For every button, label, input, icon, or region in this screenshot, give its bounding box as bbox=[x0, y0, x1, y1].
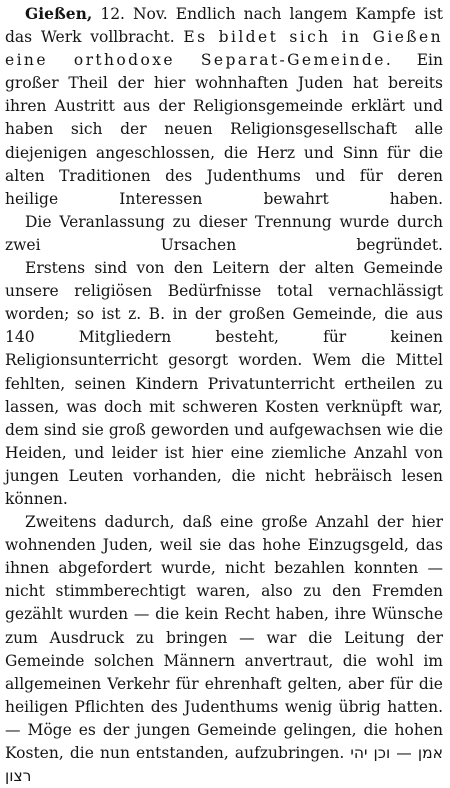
spaced-emphasis-text: Es bildet sich in Gießen eine orthodoxe Separat-Gemeinde. bbox=[5, 28, 443, 70]
article-column bbox=[5, 0, 443, 788]
article-paragraph bbox=[5, 2, 443, 211]
paragraph-text: Die Veranlassung zu dieser Trennung wurde durch zwei Ursachen begründet. bbox=[5, 212, 443, 254]
dateline-date: 12. Nov. bbox=[100, 5, 168, 23]
article-paragraph bbox=[5, 211, 443, 257]
paragraph-text: Zweitens dadurch, daß eine große Anzahl der hier wohnenden Juden, weil sie das hohe Einzugsgeld, das ihnen abgefordert wurde, nicht bezahlen konnten — nicht stimmberechtigt waren, also zu den Fremden gezählt wurden — die kein Recht haben, ihre Wünsche zum Ausdruck zu bringen — war die Leitung der Gemeinde solchen Männern anvertraut, die wohl im allgemeinen Verkehr für ehrenhaft gelten, aber für die heiligen Pflichten des Judenthums wenig übrig hatten. — Möge es der jungen Gemeinde gelingen, die hohen Kosten, die nun entstanden, aufzubringen. bbox=[5, 513, 443, 762]
paragraph-text: Ein großer Theil der hier wohnhaften Juden hat bereits ihren Austritt aus der Religionsgemeinde erklärt und haben sich der neuen Religionsgesellschaft alle diejenigen angeschlossen, die Herz und Sinn für die alten Traditionen des Judenthums und für deren heilige Interessen bewahrt haben. bbox=[5, 51, 443, 208]
paragraph-text: Erstens sind von den Leitern der alten Gemeinde unsere religiösen Bedürfnisse total vernachlässigt worden; so ist z. B. in der großen Gemeinde, die aus 140 Mitgliedern besteht, für keinen Religionsunterricht gesorgt worden. Wem die Mittel fehlten, seinen Kindern Privatunterricht ertheilen zu lassen, was doch mit schweren Kosten verknüpft war, dem sind sie groß geworden und aufgewachsen wie die Heiden, und leider ist hier eine ziemliche Anzahl von jungen Leuten vorhanden, die nicht hebräisch lesen können. bbox=[5, 259, 443, 508]
hebrew-closing: אמן — וכן יהי רצון bbox=[5, 744, 443, 786]
article-paragraph bbox=[5, 257, 443, 511]
paragraph-text: Endlich nach langem Kampfe ist das Werk vollbracht. bbox=[5, 5, 444, 47]
article-paragraph bbox=[5, 511, 443, 788]
dateline-place: Gießen, bbox=[25, 4, 93, 23]
